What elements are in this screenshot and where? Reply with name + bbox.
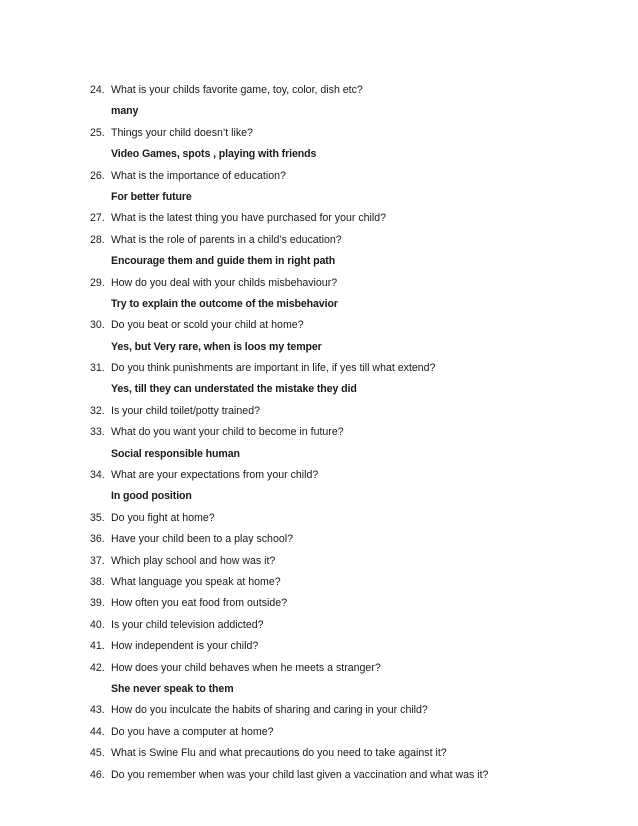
question-text: How independent is your child? <box>111 640 259 653</box>
question-number: 35. <box>90 511 105 524</box>
question-number: 28. <box>90 233 105 246</box>
answer-text: Yes, till they can understated the mistake they did <box>111 383 357 396</box>
answer-text: Video Games, spots , playing with friends <box>111 148 317 161</box>
question-number: 37. <box>90 554 105 567</box>
question-item <box>90 80 610 101</box>
question-number: 39. <box>90 597 105 610</box>
question-text: Is your child toilet/potty trained? <box>111 404 260 417</box>
question-item <box>90 123 610 144</box>
question-text: How do you deal with your childs misbehaviour? <box>111 276 338 289</box>
answer-text: Social responsible human <box>111 447 240 460</box>
question-item <box>90 422 610 443</box>
answer-text: Encourage them and guide them in right path <box>111 255 336 268</box>
question-item <box>90 273 610 294</box>
answer-text: Yes, but Very rare, when is loos my temper <box>111 340 322 353</box>
answer-text: For better future <box>111 190 192 203</box>
question-item <box>90 358 610 379</box>
question-number: 27. <box>90 212 105 225</box>
question-item <box>90 166 610 187</box>
question-item <box>90 572 610 593</box>
answer-text: In good position <box>111 490 192 503</box>
question-item <box>90 722 610 743</box>
question-number: 43. <box>90 704 105 717</box>
question-number: 29. <box>90 276 105 289</box>
question-text: Do you have a computer at home? <box>111 725 274 738</box>
question-text: What are your expectations from your child? <box>111 469 319 482</box>
question-text: What is the importance of education? <box>111 169 286 182</box>
question-item <box>90 401 610 422</box>
question-number: 45. <box>90 747 105 760</box>
question-item <box>90 615 610 636</box>
question-number: 25. <box>90 126 105 139</box>
question-item <box>90 743 610 764</box>
question-item <box>90 508 610 529</box>
question-number: 41. <box>90 640 105 653</box>
question-number: 40. <box>90 618 105 631</box>
question-item <box>90 465 610 486</box>
question-item <box>90 529 610 550</box>
question-text: What is the role of parents in a child’s education? <box>111 233 342 246</box>
question-text: Do you remember when was your child last given a vaccination and what was it? <box>111 768 489 781</box>
question-item <box>90 658 610 679</box>
question-item <box>90 593 610 614</box>
answer-text: many <box>111 105 139 118</box>
question-item <box>90 208 610 229</box>
question-item <box>90 700 610 721</box>
question-text: Is your child television addicted? <box>111 618 264 631</box>
question-text: What is the latest thing you have purchased for your child? <box>111 212 387 225</box>
question-item <box>90 551 610 572</box>
question-number: 24. <box>90 84 105 96</box>
question-text: Do you fight at home? <box>111 511 215 524</box>
question-text: How do you inculcate the habits of sharing and caring in your child? <box>111 704 428 717</box>
question-number: 31. <box>90 362 105 375</box>
question-text: Have your child been to a play school? <box>111 533 293 546</box>
question-number: 26. <box>90 169 105 182</box>
answer-text: Try to explain the outcome of the misbehavior <box>111 297 338 310</box>
question-text: How often you eat food from outside? <box>111 597 288 610</box>
question-item <box>90 230 610 251</box>
question-number: 38. <box>90 575 105 588</box>
question-item <box>90 315 610 336</box>
question-text: Do you beat or scold your child at home? <box>111 319 304 332</box>
question-text: What is Swine Flu and what precautions do you need to take against it? <box>111 747 447 760</box>
question-text: What do you want your child to become in future? <box>111 426 344 439</box>
question-number: 42. <box>90 661 105 674</box>
question-text: What language you speak at home? <box>111 575 281 588</box>
question-number: 34. <box>90 469 105 482</box>
question-item <box>90 765 610 786</box>
question-item <box>90 636 610 657</box>
question-text: How does your child behaves when he meets a stranger? <box>111 661 381 674</box>
question-list <box>90 80 610 786</box>
question-text: Do you think punishments are important in life, if yes till what extend? <box>111 362 436 375</box>
question-number: 30. <box>90 319 105 332</box>
question-number: 33. <box>90 426 105 439</box>
question-number: 36. <box>90 533 105 546</box>
question-number: 46. <box>90 768 105 781</box>
question-number: 32. <box>90 404 105 417</box>
question-number: 44. <box>90 725 105 738</box>
question-text: Things your child doesn’t like? <box>111 126 253 139</box>
question-text: What is your childs favorite game, toy, color, dish etc? <box>111 84 363 96</box>
question-text: Which play school and how was it? <box>111 554 276 567</box>
answer-text: She never speak to them <box>111 682 234 695</box>
